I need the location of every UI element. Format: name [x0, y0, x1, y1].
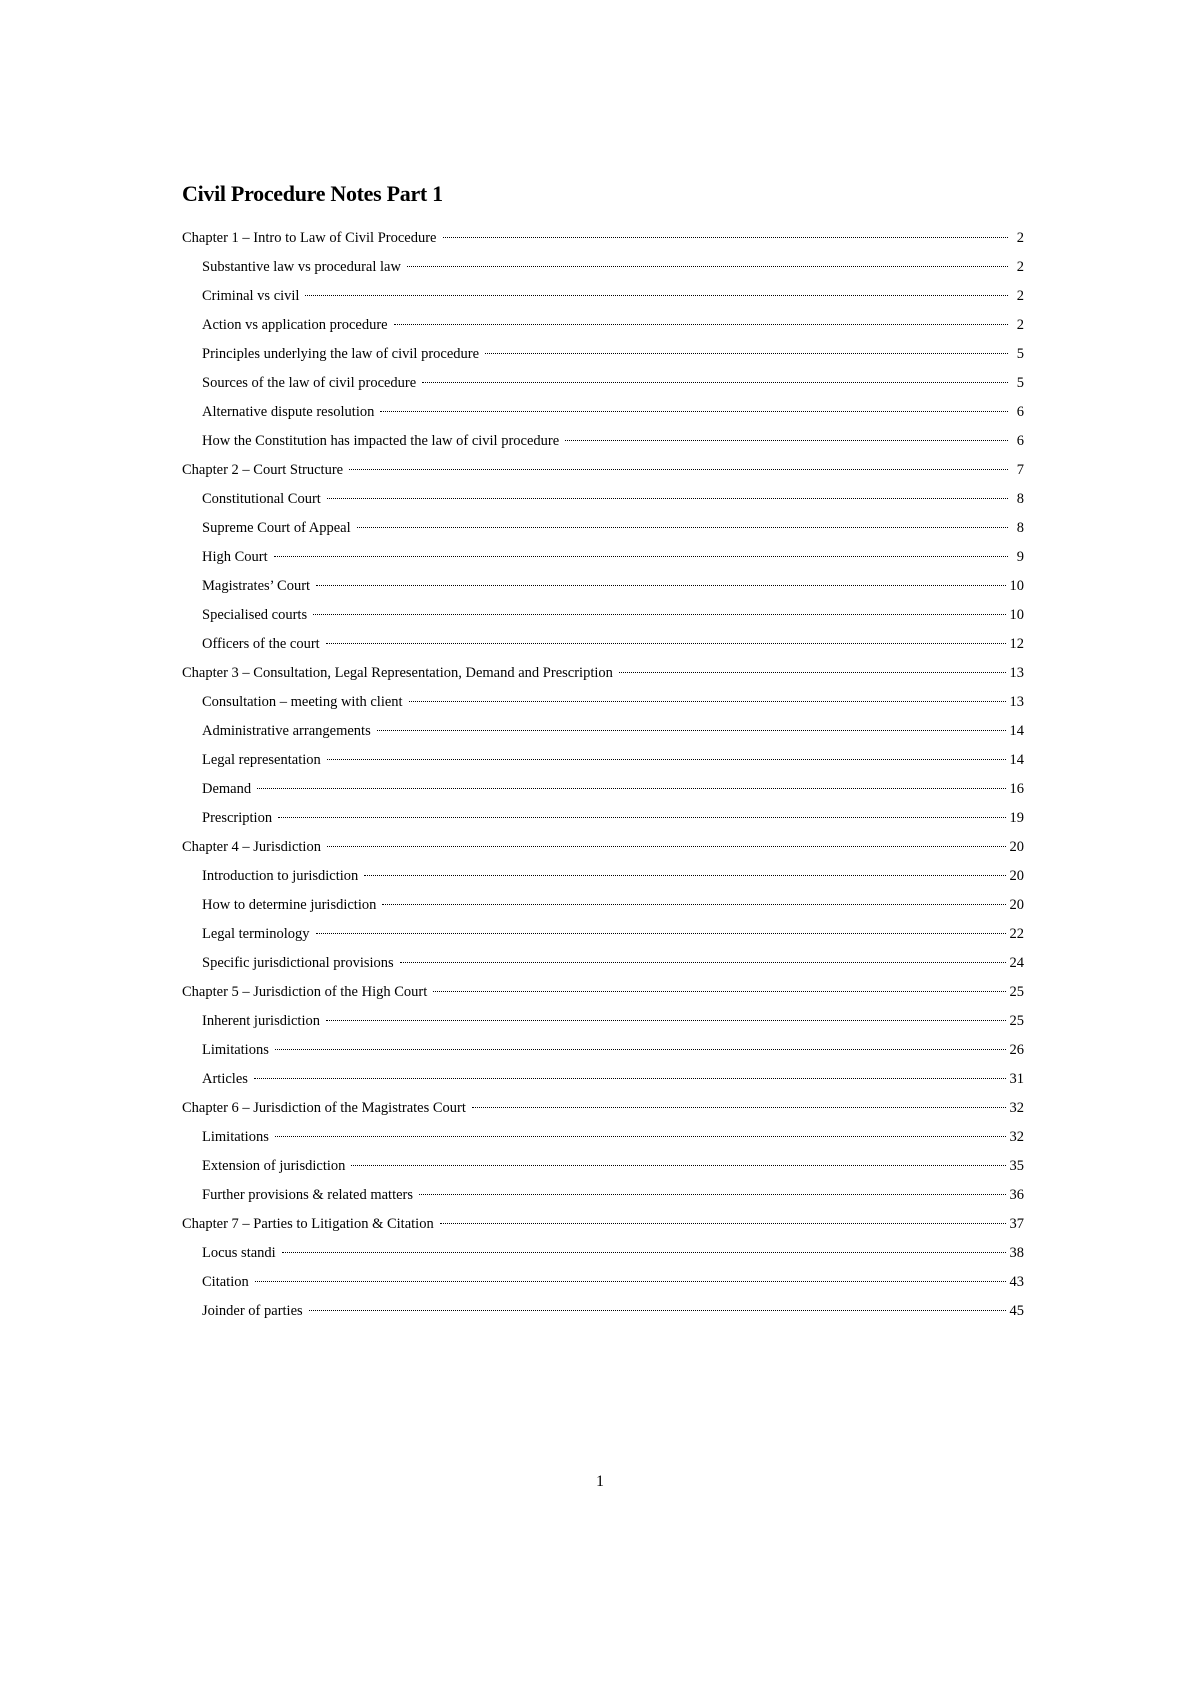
toc-entry-title: Further provisions & related matters [202, 1187, 414, 1203]
toc-dot-leader [349, 468, 1008, 470]
toc-entry-title: Supreme Court of Appeal [202, 520, 351, 536]
toc-dot-leader [377, 729, 1006, 731]
toc-dot-leader [275, 1048, 1006, 1050]
toc-dot-leader [485, 352, 1008, 354]
toc-entry-title: Chapter 1 – Intro to Law of Civil Procedure [182, 230, 437, 246]
toc-section-entry[interactable] [182, 311, 1024, 340]
toc-entry-title: Introduction to jurisdiction [202, 868, 359, 884]
toc-chapter-entry[interactable] [182, 833, 1024, 862]
toc-entry-page-number: 2 [1016, 288, 1024, 304]
toc-section-entry[interactable] [182, 891, 1024, 920]
toc-section-entry[interactable] [182, 1152, 1024, 1181]
table-of-contents [182, 224, 1024, 1326]
toc-entry-title: Limitations [202, 1042, 269, 1058]
toc-entry-page-number: 2 [1016, 317, 1024, 333]
toc-section-entry[interactable] [182, 1007, 1024, 1036]
toc-entry-page-number: 38 [1009, 1245, 1024, 1261]
toc-entry-page-number: 32 [1009, 1100, 1024, 1116]
toc-section-entry[interactable] [182, 746, 1024, 775]
toc-dot-leader [274, 555, 1008, 557]
toc-dot-leader [254, 1077, 1006, 1079]
toc-entry-page-number: 10 [1009, 607, 1024, 623]
toc-dot-leader [419, 1193, 1005, 1195]
toc-dot-leader [619, 671, 1006, 673]
toc-dot-leader [305, 294, 1008, 296]
toc-entry-page-number: 5 [1016, 346, 1024, 362]
toc-dot-leader [422, 381, 1008, 383]
toc-section-entry[interactable] [182, 1181, 1024, 1210]
toc-entry-title: Extension of jurisdiction [202, 1158, 346, 1174]
toc-dot-leader [316, 932, 1006, 934]
toc-entry-title: Articles [202, 1071, 248, 1087]
toc-entry-page-number: 16 [1009, 781, 1024, 797]
toc-entry-page-number: 9 [1016, 549, 1024, 565]
toc-dot-leader [309, 1309, 1006, 1311]
toc-dot-leader [472, 1106, 1006, 1108]
toc-dot-leader [364, 874, 1005, 876]
toc-entry-page-number: 8 [1016, 491, 1024, 507]
toc-dot-leader [565, 439, 1008, 441]
toc-entry-title: Inherent jurisdiction [202, 1013, 320, 1029]
toc-section-entry[interactable] [182, 369, 1024, 398]
toc-section-entry[interactable] [182, 340, 1024, 369]
toc-dot-leader [326, 1019, 1006, 1021]
toc-entry-title: Prescription [202, 810, 273, 826]
toc-entry-page-number: 35 [1009, 1158, 1024, 1174]
toc-section-entry[interactable] [182, 572, 1024, 601]
toc-entry-page-number: 25 [1009, 1013, 1024, 1029]
toc-chapter-entry[interactable] [182, 224, 1024, 253]
toc-entry-page-number: 22 [1009, 926, 1024, 942]
toc-section-entry[interactable] [182, 1239, 1024, 1268]
toc-section-entry[interactable] [182, 949, 1024, 978]
toc-entry-title: Substantive law vs procedural law [202, 259, 401, 275]
toc-section-entry[interactable] [182, 630, 1024, 659]
toc-entry-title: How to determine jurisdiction [202, 897, 377, 913]
toc-entry-page-number: 24 [1009, 955, 1024, 971]
toc-section-entry[interactable] [182, 427, 1024, 456]
toc-entry-title: Alternative dispute resolution [202, 404, 375, 420]
toc-dot-leader [407, 265, 1008, 267]
toc-section-entry[interactable] [182, 543, 1024, 572]
toc-entry-title: Legal representation [202, 752, 321, 768]
toc-entry-title: Chapter 3 – Consultation, Legal Representation, Demand and Prescription [182, 665, 613, 681]
toc-dot-leader [400, 961, 1006, 963]
toc-section-entry[interactable] [182, 253, 1024, 282]
toc-entry-title: Chapter 7 – Parties to Litigation & Citation [182, 1216, 434, 1232]
toc-dot-leader [440, 1222, 1006, 1224]
toc-entry-title: Citation [202, 1274, 249, 1290]
toc-dot-leader [351, 1164, 1005, 1166]
toc-dot-leader [327, 758, 1006, 760]
toc-entry-page-number: 25 [1009, 984, 1024, 1000]
toc-dot-leader [326, 642, 1006, 644]
toc-section-entry[interactable] [182, 1065, 1024, 1094]
toc-dot-leader [255, 1280, 1006, 1282]
toc-section-entry[interactable] [182, 514, 1024, 543]
toc-entry-page-number: 14 [1009, 723, 1024, 739]
toc-entry-page-number: 31 [1009, 1071, 1024, 1087]
toc-entry-page-number: 10 [1009, 578, 1024, 594]
toc-entry-page-number: 43 [1009, 1274, 1024, 1290]
toc-entry-page-number: 36 [1009, 1187, 1024, 1203]
toc-entry-title: Joinder of parties [202, 1303, 303, 1319]
toc-dot-leader [433, 990, 1005, 992]
toc-section-entry[interactable] [182, 862, 1024, 891]
toc-entry-title: Consultation – meeting with client [202, 694, 403, 710]
toc-entry-title: Action vs application procedure [202, 317, 388, 333]
toc-chapter-entry[interactable] [182, 1210, 1024, 1239]
toc-dot-leader [382, 903, 1005, 905]
toc-section-entry[interactable] [182, 775, 1024, 804]
toc-entry-page-number: 2 [1016, 230, 1024, 246]
toc-entry-title: High Court [202, 549, 268, 565]
toc-entry-title: Specialised courts [202, 607, 308, 623]
toc-entry-title: Specific jurisdictional provisions [202, 955, 394, 971]
toc-section-entry[interactable] [182, 485, 1024, 514]
toc-section-entry[interactable] [182, 1123, 1024, 1152]
toc-dot-leader [409, 700, 1006, 702]
toc-entry-page-number: 7 [1016, 462, 1024, 478]
toc-section-entry[interactable] [182, 1268, 1024, 1297]
toc-entry-title: Chapter 6 – Jurisdiction of the Magistrates Court [182, 1100, 466, 1116]
toc-entry-page-number: 20 [1009, 839, 1024, 855]
toc-entry-title: Constitutional Court [202, 491, 321, 507]
toc-chapter-entry[interactable] [182, 659, 1024, 688]
toc-section-entry[interactable] [182, 398, 1024, 427]
toc-dot-leader [278, 816, 1005, 818]
toc-dot-leader [394, 323, 1008, 325]
toc-entry-page-number: 32 [1009, 1129, 1024, 1145]
toc-entry-page-number: 45 [1009, 1303, 1024, 1319]
toc-entry-page-number: 13 [1009, 665, 1024, 681]
toc-chapter-entry[interactable] [182, 1094, 1024, 1123]
toc-entry-title: Principles underlying the law of civil procedure [202, 346, 480, 362]
toc-entry-page-number: 2 [1016, 259, 1024, 275]
toc-entry-page-number: 8 [1016, 520, 1024, 536]
toc-entry-title: Locus standi [202, 1245, 276, 1261]
toc-entry-title: Magistrates’ Court [202, 578, 311, 594]
toc-entry-page-number: 20 [1009, 868, 1024, 884]
toc-section-entry[interactable] [182, 688, 1024, 717]
toc-entry-title: Officers of the court [202, 636, 320, 652]
toc-entry-title: Sources of the law of civil procedure [202, 375, 417, 391]
toc-entry-title: Demand [202, 781, 252, 797]
toc-entry-title: Chapter 2 – Court Structure [182, 462, 344, 478]
toc-entry-page-number: 19 [1009, 810, 1024, 826]
toc-entry-title: Chapter 5 – Jurisdiction of the High Court [182, 984, 428, 1000]
toc-dot-leader [257, 787, 1005, 789]
toc-section-entry[interactable] [182, 717, 1024, 746]
toc-entry-page-number: 26 [1009, 1042, 1024, 1058]
toc-section-entry[interactable] [182, 282, 1024, 311]
toc-entry-title: Chapter 4 – Jurisdiction [182, 839, 321, 855]
toc-entry-page-number: 14 [1009, 752, 1024, 768]
toc-entry-title: Criminal vs civil [202, 288, 300, 304]
toc-section-entry[interactable] [182, 601, 1024, 630]
toc-entry-page-number: 6 [1016, 404, 1024, 420]
toc-section-entry[interactable] [182, 1297, 1024, 1326]
toc-entry-title: How the Constitution has impacted the law of civil procedure [202, 433, 560, 449]
toc-entry-page-number: 6 [1016, 433, 1024, 449]
toc-chapter-entry[interactable] [182, 456, 1024, 485]
toc-entry-title: Limitations [202, 1129, 269, 1145]
toc-entry-title: Administrative arrangements [202, 723, 371, 739]
toc-section-entry[interactable] [182, 1036, 1024, 1065]
toc-entry-page-number: 5 [1016, 375, 1024, 391]
toc-dot-leader [443, 236, 1009, 238]
toc-dot-leader [357, 526, 1008, 528]
page-number: 1 [596, 1473, 604, 1490]
toc-entry-page-number: 13 [1009, 694, 1024, 710]
toc-entry-page-number: 12 [1009, 636, 1024, 652]
toc-dot-leader [380, 410, 1008, 412]
toc-entry-title: Legal terminology [202, 926, 310, 942]
toc-chapter-entry[interactable] [182, 978, 1024, 1007]
toc-section-entry[interactable] [182, 920, 1024, 949]
toc-dot-leader [327, 845, 1006, 847]
toc-section-entry[interactable] [182, 804, 1024, 833]
toc-dot-leader [275, 1135, 1006, 1137]
toc-dot-leader [282, 1251, 1006, 1253]
toc-entry-page-number: 20 [1009, 897, 1024, 913]
toc-dot-leader [327, 497, 1008, 499]
toc-entry-page-number: 37 [1009, 1216, 1024, 1232]
toc-dot-leader [316, 584, 1005, 586]
document-title: Civil Procedure Notes Part 1 [182, 181, 443, 206]
toc-dot-leader [313, 613, 1005, 615]
